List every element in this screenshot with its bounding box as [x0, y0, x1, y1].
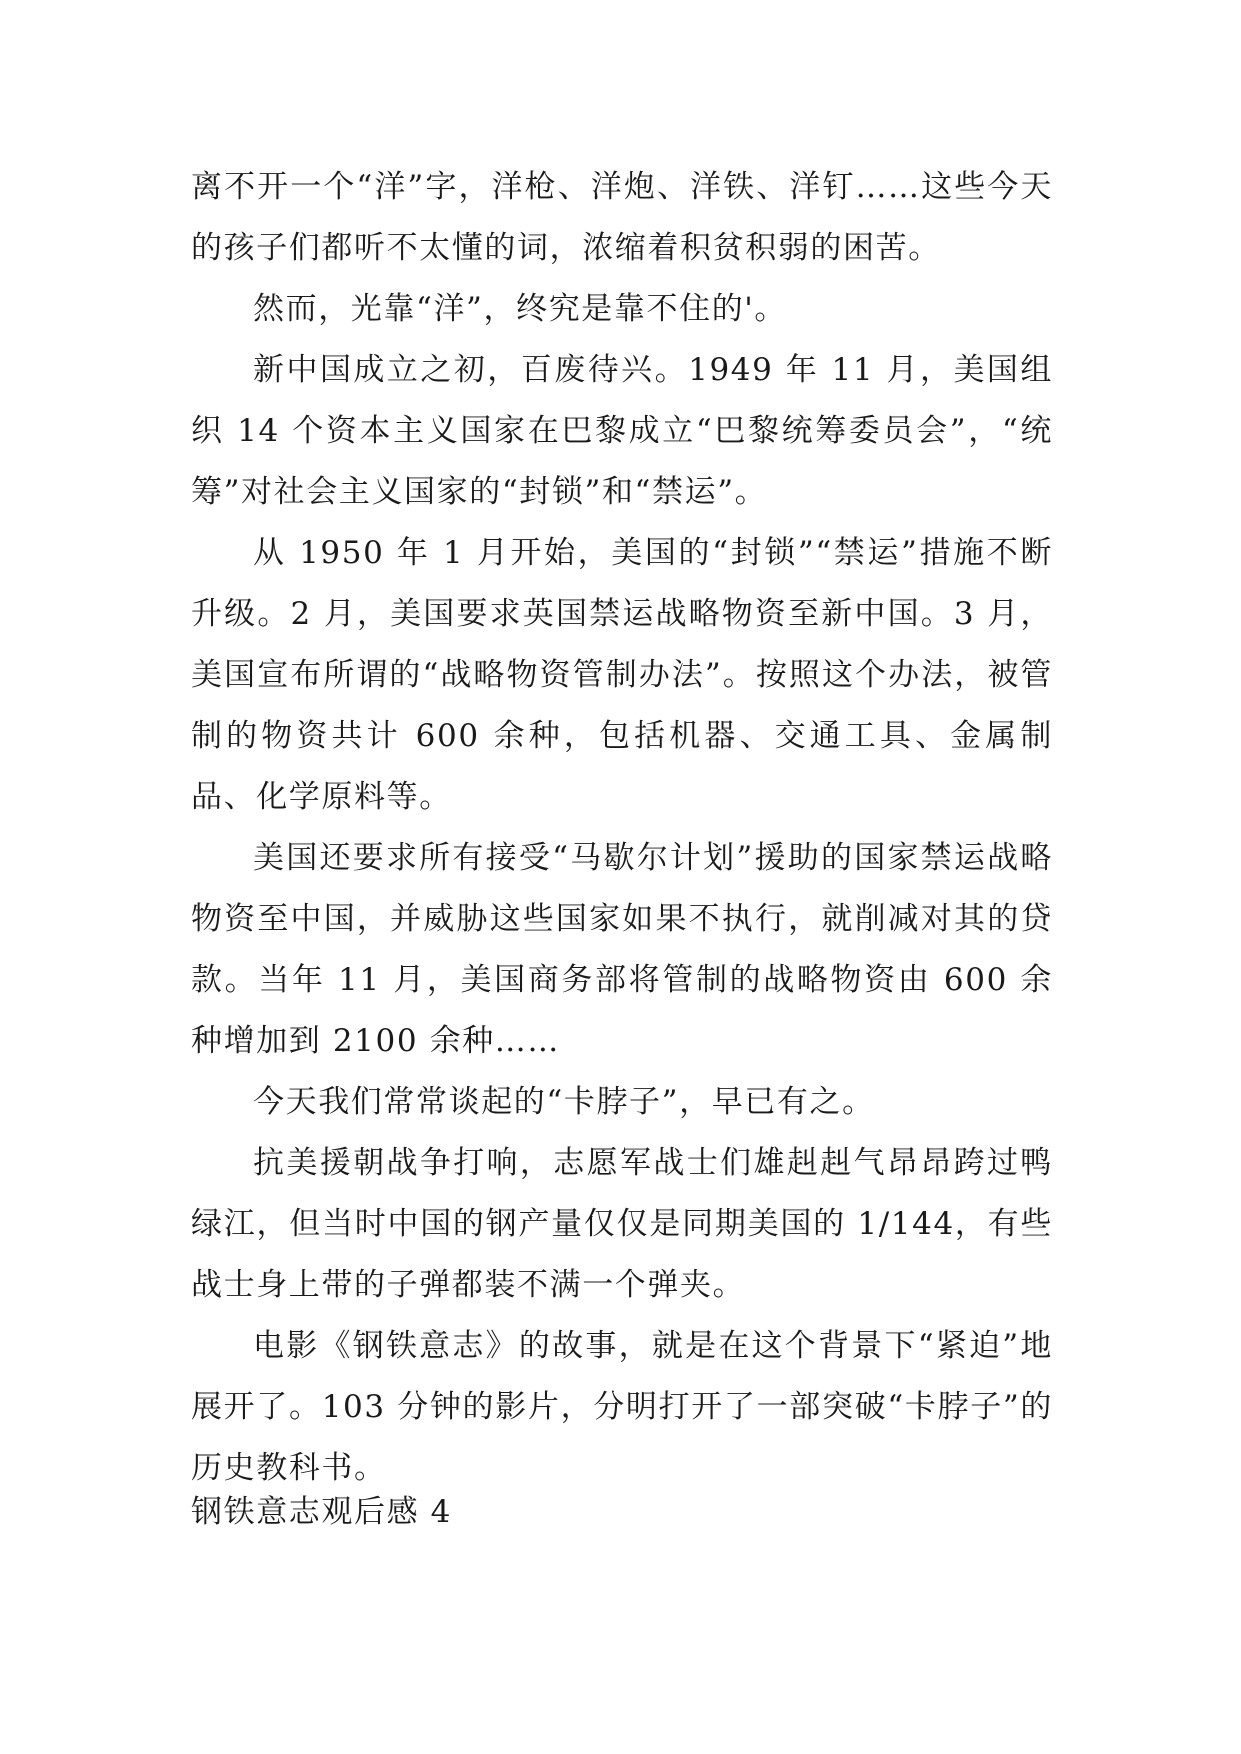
- paragraph: 从 1950 年 1 月开始，美国的“封锁”“禁运”措施不断升级。2 月，美国要求英国禁运战略物资至新中国。3 月，美国宣布所谓的“战略物资管制办法”。按照这个办法，被管制的物资共计 600 余种，包括机器、交通工具、金属制品、化学原料等。: [191, 535, 1053, 815]
- paragraph: 抗美援朝战争打响，志愿军战士们雄赳赳气昂昂跨过鸭绿江，但当时中国的钢产量仅仅是同期美国的 1/144，有些战士身上带的子弹都装不满一个弹夹。: [191, 1145, 1053, 1303]
- document-body: [191, 157, 1053, 1499]
- section-heading: 钢铁意志观后感 4: [191, 1494, 452, 1530]
- paragraph: 今天我们常常谈起的“卡脖子”，早已有之。: [253, 1084, 875, 1120]
- paragraph: 然而，光靠“洋”，终究是靠不住的'。: [253, 291, 788, 327]
- paragraph-continuation: 离不开一个“洋”字，洋枪、洋炮、洋铁、洋钉……这些今天的孩子们都听不太懂的词，浓缩着积贫积弱的困苦。: [191, 169, 1053, 266]
- paragraph: 新中国成立之初，百废待兴。1949 年 11 月，美国组织 14 个资本主义国家在巴黎成立“巴黎统筹委员会”，“统筹”对社会主义国家的“封锁”和“禁运”。: [191, 352, 1053, 510]
- paragraph: 美国还要求所有接受“马歇尔计划”援助的国家禁运战略物资至中国，并威胁这些国家如果不执行，就削减对其的贷款。当年 11 月，美国商务部将管制的战略物资由 600 余种增加到 2100 余种……: [191, 840, 1053, 1059]
- paragraph: 电影《钢铁意志》的故事，就是在这个背景下“紧迫”地展开了。103 分钟的影片，分明打开了一部突破“卡脖子”的历史教科书。: [191, 1328, 1053, 1486]
